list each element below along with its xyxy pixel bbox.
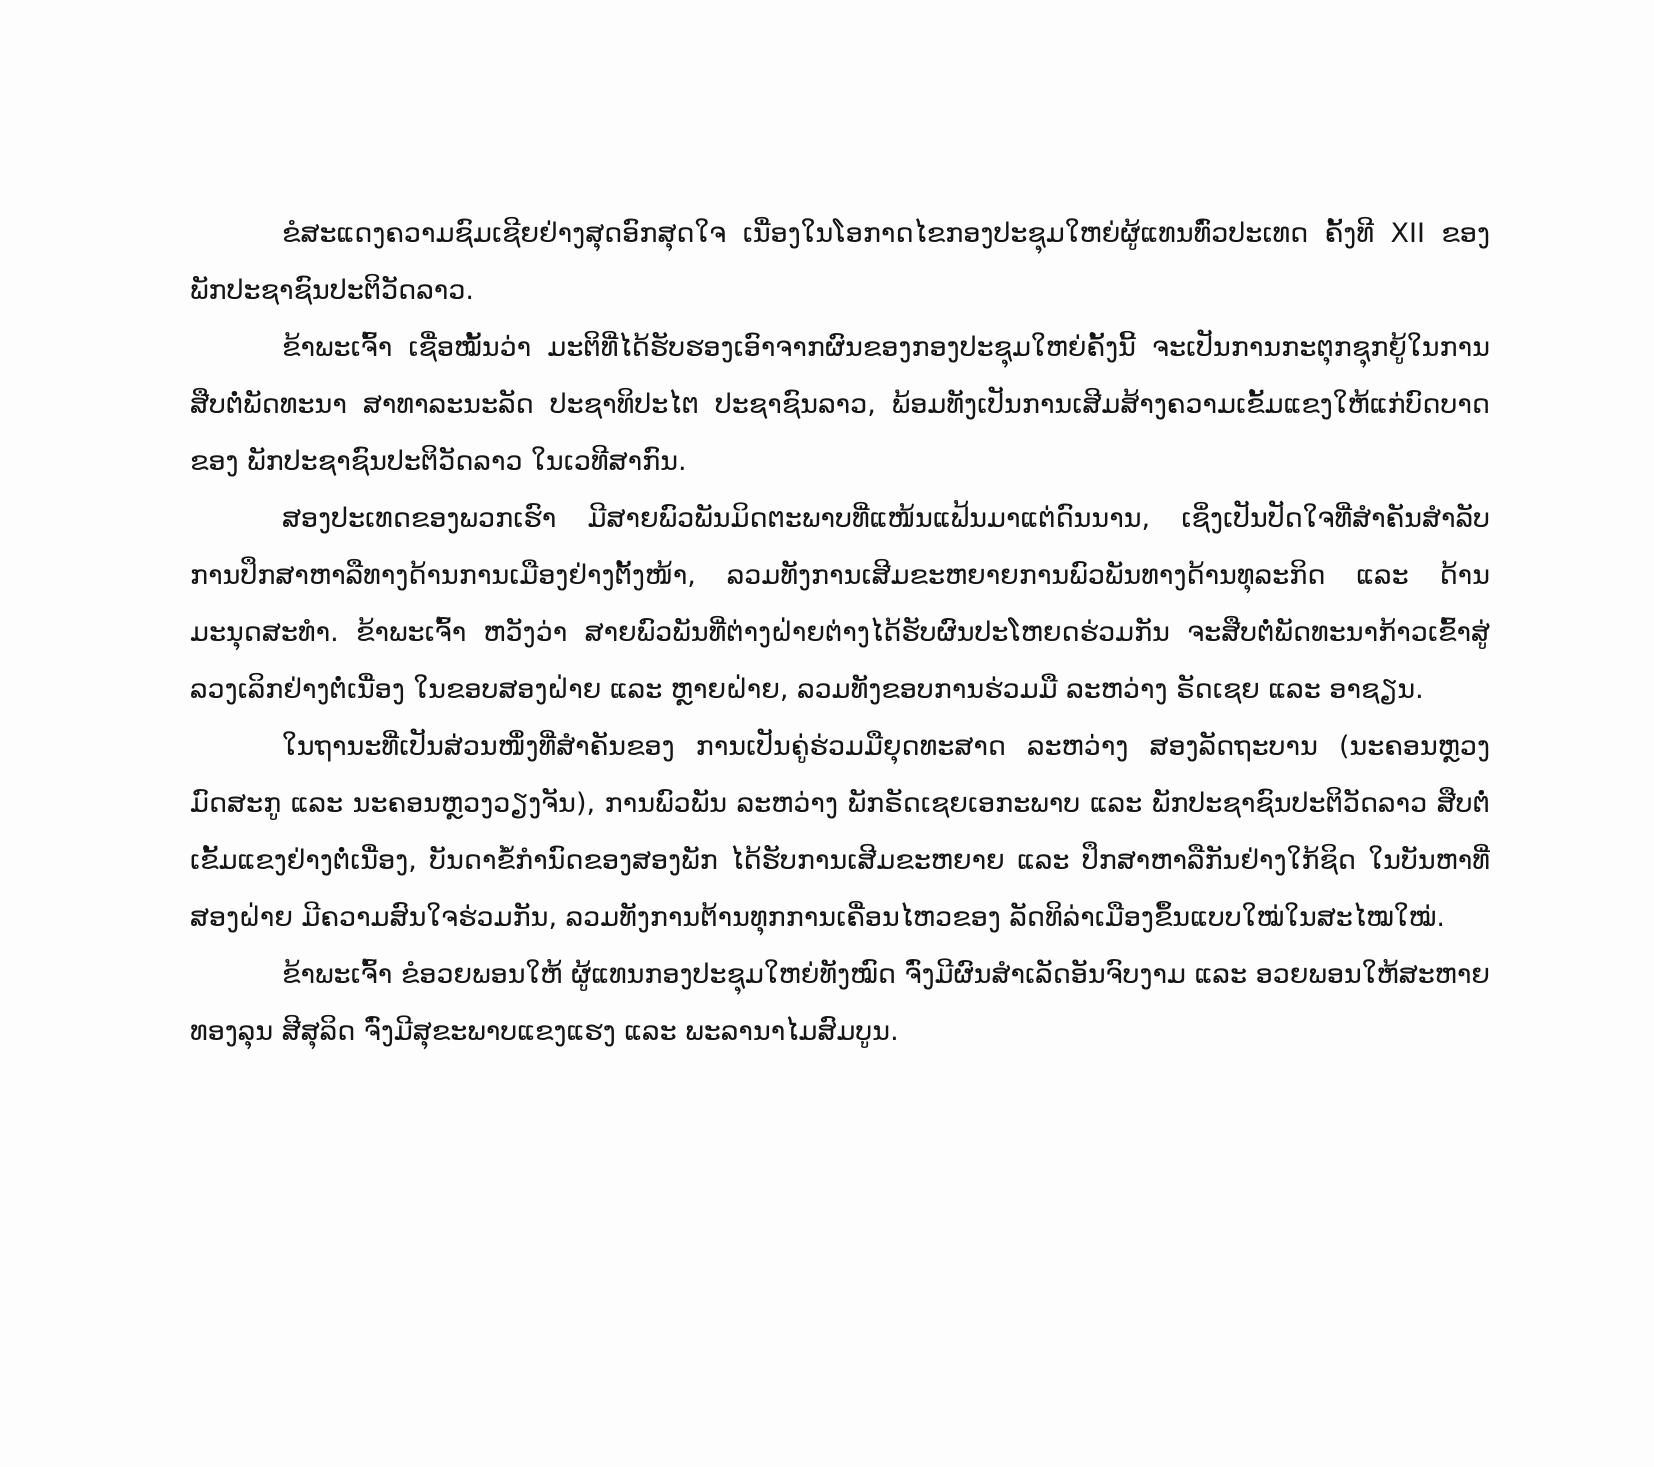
- letter-body: [190, 205, 1490, 1060]
- paragraph-wishes: ຂ້າພະເຈົ້າ ຂໍອວຍພອນໃຫ້ ຜູ້ແທນກອງປະຊຸມໃຫຍ່ທັງໝົດ ຈົ່ງມີຜົນສຳເລັດອັນຈົບງາມ ແລະ ອວຍພອນໃຫ້ສະຫາຍ ທອງລຸນ ສີສຸລິດ ຈົ່ງມີສຸຂະພາບແຂງແຮງ ແລະ ພະລານາໄມສົມບູນ.: [190, 959, 1490, 1047]
- paragraph-congratulations: ຂໍສະແດງຄວາມຊົມເຊີຍຢ່າງສຸດອົກສຸດໃຈ ເນື່ອງໃນໂອກາດໄຂກອງປະຊຸມໃຫຍ່ຜູ້ແທນທົ່ວປະເທດ ຄັ້ງທີ XII ຂອງ ພັກປະຊາຊົນປະຕິວັດລາວ.: [190, 218, 1490, 306]
- paragraph-partnership: ໃນຖານະທີ່ເປັນສ່ວນໜຶ່ງທີ່ສຳຄັນຂອງ ການເປັນຄູ່ຮ່ວມມືຍຸດທະສາດ ລະຫວ່າງ ສອງລັດຖະບານ (ນະຄອນຫຼວງມົດສະກູ ແລະ ນະຄອນຫຼວງວຽງຈັນ), ການພົວພັນ ລະຫວ່າງ ພັກຣັດເຊຍເອກະພາບ ແລະ ພັກປະຊາຊົນປະຕິວັດລາວ ສືບຕໍ່ເຂັ້ມແຂງຢ່າງຕໍ່ເນື່ອງ, ບັນດາຂໍ້ກຳນົດຂອງສອງພັກ ໄດ້ຮັບການເສີມຂະຫຍາຍ ແລະ ປຶກສາຫາລືກັນຢ່າງໃກ້ຊິດ ໃນບັນຫາທີ່ສອງຝ່າຍ ມີຄວາມສົນໃຈຮ່ວມກັນ, ລວມທັງການຕ້ານທຸກການເຄື່ອນໄຫວຂອງ ລັດທິລ່າເມືອງຂຶ້ນແບບໃໝ່ໃນສະໄໝໃໝ່.: [190, 731, 1490, 933]
- paragraph-friendship: ສອງປະເທດຂອງພວກເຮົາ ມີສາຍພົວພັນມິດຕະພາບທີ່ແໜ້ນແຟ້ນມາແຕ່ດົນນານ, ເຊິ່ງເປັນປັດໃຈທີ່ສຳຄັນສຳລັບການປຶກສາຫາລືທາງດ້ານການເມືອງຢ່າງຕັ້ງໜ້າ, ລວມທັງການເສີມຂະຫຍາຍການພົວພັນທາງດ້ານທຸລະກິດ ແລະ ດ້ານມະນຸດສະທຳ. ຂ້າພະເຈົ້າ ຫວັງວ່າ ສາຍພົວພັນທີ່ຕ່າງຝ່າຍຕ່າງໄດ້ຮັບຜົນປະໂຫຍດຮ່ວມກັນ ຈະສືບຕໍ່ພັດທະນາກ້າວເຂົ້າສູ່ລວງເລິກຢ່າງຕໍ່ເນື່ອງ ໃນຂອບສອງຝ່າຍ ແລະ ຫຼາຍຝ່າຍ, ລວມທັງຂອບການຮ່ວມມື ລະຫວ່າງ ຣັດເຊຍ ແລະ ອາຊຽນ.: [190, 503, 1490, 705]
- paragraph-resolution: ຂ້າພະເຈົ້າ ເຊື່ອໝັ້ນວ່າ ມະຕິທີ່ໄດ້ຮັບຮອງເອົາຈາກຜົນຂອງກອງປະຊຸມໃຫຍ່ຄັ້ງນີ້ ຈະເປັນການກະຕຸກຊຸກຍູ້ໃນການສືບຕໍ່ພັດທະນາ ສາທາລະນະລັດ ປະຊາທິປະໄຕ ປະຊາຊົນລາວ, ພ້ອມທັງເປັນການເສີມສ້າງຄວາມເຂັ້ມແຂງໃຫ້ແກ່ບົດບາດຂອງ ພັກປະຊາຊົນປະຕິວັດລາວ ໃນເວທີສາກົນ.: [190, 332, 1490, 477]
